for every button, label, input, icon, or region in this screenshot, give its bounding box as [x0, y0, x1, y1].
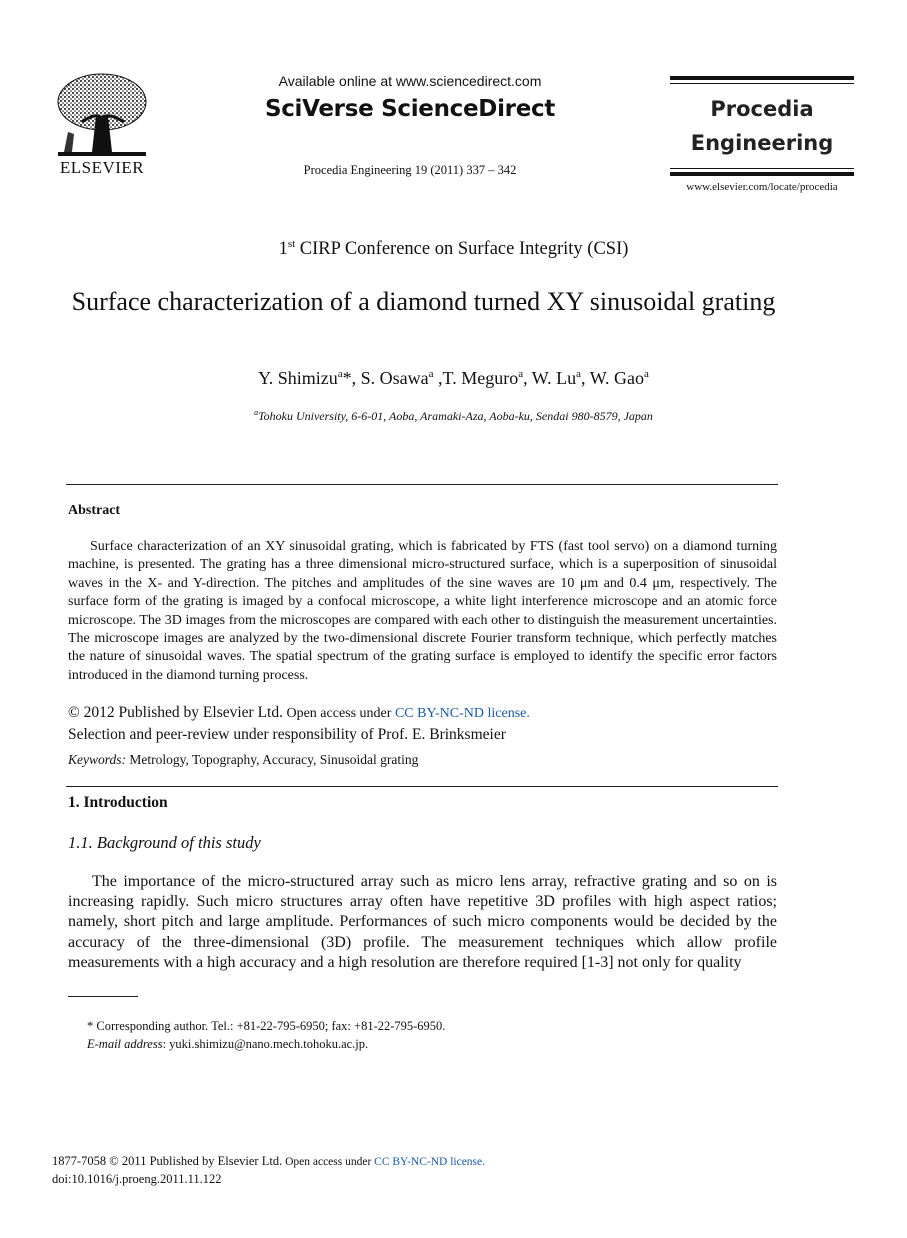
- author-separator: ,: [581, 368, 590, 388]
- issn-line: [52, 1154, 485, 1169]
- abstract-heading: Abstract: [68, 503, 121, 518]
- journal-url: www.elsevier.com/locate/procedia: [686, 181, 838, 193]
- abstract-top-rule: [66, 484, 778, 485]
- keywords-label: Keywords:: [68, 752, 126, 767]
- author-name: W. Gao: [589, 368, 645, 388]
- affiliation-mark: a: [254, 408, 259, 417]
- doi-line[interactable]: doi:10.1016/j.proeng.2011.11.122: [52, 1172, 222, 1186]
- subsection-heading: 1.1. Background of this study: [68, 833, 261, 852]
- author-name: W. Lu: [531, 368, 577, 388]
- journal-top-rule: [670, 76, 854, 80]
- available-online-text: Available online at www.sciencedirect.com: [278, 73, 542, 89]
- journal-name-line1: Procedia: [710, 97, 814, 121]
- introduction-body: The importance of the micro-structured array such as micro lens array, refractive grating and so on is increasing rapidly. Such micro structures array often have repetitive 3D profiles with high aspect ratios; namely, short pitch and large amplitude. Performances of such micro components would be decided by the accuracy of the three-dimensional (3D) profile. The measurement techniques which allow profile measurements with a high accuracy and a high resolution are therefore required [1-3] not only for quality: [68, 873, 777, 971]
- conference-prefix: 1: [278, 239, 288, 260]
- conference-rest: CIRP Conference on Surface Integrity (CSI): [295, 239, 629, 260]
- open-access-text: Open access under: [282, 706, 395, 721]
- email-footnote: [87, 1037, 368, 1052]
- copyright-line: [68, 704, 777, 722]
- paper-title: Surface characterization of a diamond turned XY sinusoidal grating: [71, 287, 776, 316]
- conference-name: [0, 238, 907, 260]
- author-separator: *,: [342, 368, 361, 388]
- author-list: [0, 368, 907, 389]
- journal-bottom-thin-rule: [670, 168, 854, 169]
- peer-review-line: Selection and peer-review under responsibility of Prof. E. Brinksmeier: [68, 726, 506, 743]
- abstract-body: Surface characterization of an XY sinusoidal grating, which is fabricated by FTS (fast tool servo) on a diamond turning machine, is presented. The grating has a three dimensional micro-structured surface, which is a superposition of sinusoidal waves in the X- and Y-direction. The pitches and amplitudes of the sine waves are 10 μm and 0.4 μm, respectively. The surface form of the grating is imaged by a confocal microscope, a white light interference microscope and an atomic force microscope. The 3D images from the microscopes are compared with each other to distinguish the measurement uncertainties. The microscope images are analyzed by the two-dimensional discrete Fourier transform technique, which perfectly matches the nature of sinusoidal waves. The spatial spectrum of the grating surface is employed to identify the specific error factors introduced in the diamond turning process.: [68, 539, 777, 683]
- email-address[interactable]: : yuki.shimizu@nano.mech.tohoku.ac.jp.: [162, 1037, 369, 1051]
- issn-text: 1877-7058 © 2011 Published by Elsevier Ltd.: [52, 1154, 283, 1168]
- keywords-line: [68, 752, 777, 768]
- email-label: E-mail address: [87, 1037, 163, 1051]
- copyright-text: © 2012 Published by Elsevier Ltd.: [68, 704, 283, 721]
- author-name: T. Meguro: [442, 368, 519, 388]
- journal-top-thin-rule: [670, 83, 854, 84]
- license-link[interactable]: CC BY-NC-ND license.: [394, 706, 530, 721]
- author-affil-mark: a: [576, 368, 582, 380]
- author-name: S. Osawa: [360, 368, 429, 388]
- journal-bottom-rule: [670, 172, 854, 176]
- corresponding-author-footnote: * Corresponding author. Tel.: +81-22-795-6950; fax: +81-22-795-6950.: [87, 1019, 446, 1033]
- publisher-name: ELSEVIER: [59, 158, 145, 177]
- section-heading: 1. Introduction: [68, 794, 168, 811]
- journal-citation: Procedia Engineering 19 (2011) 337 – 342: [303, 163, 517, 177]
- journal-name-line2: Engineering: [690, 131, 834, 155]
- journal-name: [670, 92, 854, 160]
- footer-license-link[interactable]: CC BY-NC-ND license.: [374, 1156, 486, 1168]
- affiliation-text: Tohoku University, 6-6-01, Aoba, Aramaki-Aza, Aoba-ku, Sendai 980-8579, Japan: [258, 409, 653, 423]
- journal-title-box: [670, 76, 854, 176]
- keywords-text: Metrology, Topography, Accuracy, Sinusoidal grating: [126, 752, 419, 767]
- author-affil-mark: a: [518, 368, 524, 380]
- author-separator: ,: [523, 368, 532, 388]
- author-affil-mark: a: [337, 368, 343, 380]
- affiliation: [0, 408, 907, 424]
- abstract-bottom-rule: [66, 786, 778, 787]
- author-separator: ,: [433, 368, 443, 388]
- author-affil-mark: a: [644, 368, 649, 380]
- author-name: Y. Shimizu: [258, 368, 338, 388]
- author-affil-mark: a: [428, 368, 434, 380]
- sciencedirect-brand: SciVerse ScienceDirect: [264, 96, 556, 122]
- conference-sup: st: [287, 238, 296, 250]
- footer-open-access-text: Open access under: [282, 1156, 375, 1168]
- footnote-rule: [68, 996, 138, 997]
